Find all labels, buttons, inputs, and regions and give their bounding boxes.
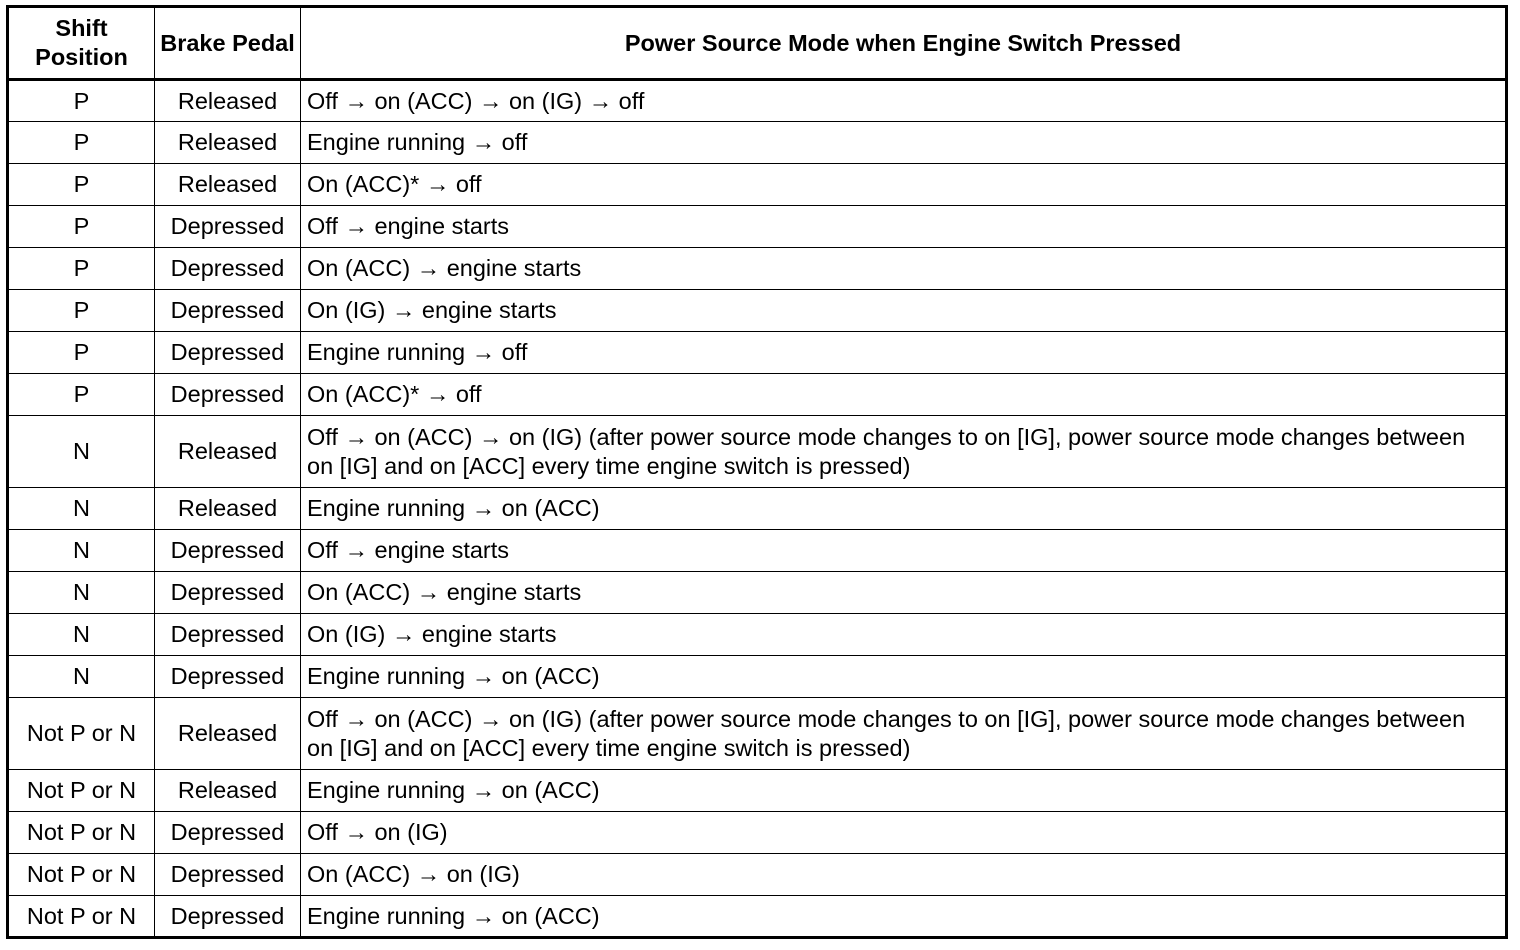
cell-shift-position: Not P or N: [8, 854, 155, 896]
cell-shift-position: Not P or N: [8, 896, 155, 938]
table-row: [8, 80, 1507, 122]
cell-shift-position: N: [8, 530, 155, 572]
cell-brake-pedal: Depressed: [155, 332, 301, 374]
cell-shift-position: Not P or N: [8, 812, 155, 854]
table-header: [8, 7, 1507, 80]
cell-brake-pedal: Released: [155, 416, 301, 488]
cell-power-source-mode: Off → engine starts: [301, 206, 1507, 248]
table-row: [8, 530, 1507, 572]
table-row: [8, 698, 1507, 770]
table-row: [8, 416, 1507, 488]
header-shift-position: Shift Position: [8, 7, 155, 80]
cell-brake-pedal: Depressed: [155, 854, 301, 896]
cell-power-source-mode: Engine running → off: [301, 122, 1507, 164]
table-row: [8, 656, 1507, 698]
cell-power-source-mode: On (ACC)* → off: [301, 164, 1507, 206]
cell-brake-pedal: Depressed: [155, 614, 301, 656]
table-row: [8, 248, 1507, 290]
cell-shift-position: N: [8, 614, 155, 656]
table-row: [8, 164, 1507, 206]
cell-power-source-mode: Engine running → off: [301, 332, 1507, 374]
cell-shift-position: N: [8, 488, 155, 530]
cell-power-source-mode: Engine running → on (ACC): [301, 488, 1507, 530]
cell-brake-pedal: Depressed: [155, 248, 301, 290]
cell-power-source-mode: On (ACC) → engine starts: [301, 572, 1507, 614]
cell-power-source-mode: On (ACC)* → off: [301, 374, 1507, 416]
cell-power-source-mode: Engine running → on (ACC): [301, 896, 1507, 938]
cell-brake-pedal: Depressed: [155, 290, 301, 332]
cell-brake-pedal: Depressed: [155, 374, 301, 416]
cell-power-source-mode: Engine running → on (ACC): [301, 656, 1507, 698]
cell-power-source-mode: Off → on (IG): [301, 812, 1507, 854]
cell-brake-pedal: Depressed: [155, 530, 301, 572]
table-body: [8, 80, 1507, 938]
cell-power-source-mode: Off → on (ACC) → on (IG) (after power source mode changes to on [IG], power source mode changes between on [IG] and on [ACC] every time engine switch is pressed): [301, 698, 1507, 770]
cell-shift-position: N: [8, 656, 155, 698]
cell-brake-pedal: Depressed: [155, 812, 301, 854]
cell-brake-pedal: Released: [155, 80, 301, 122]
cell-power-source-mode: Engine running → on (ACC): [301, 770, 1507, 812]
cell-brake-pedal: Depressed: [155, 572, 301, 614]
header-brake-pedal: Brake Pedal: [155, 7, 301, 80]
cell-shift-position: P: [8, 80, 155, 122]
cell-brake-pedal: Depressed: [155, 896, 301, 938]
table-row: [8, 896, 1507, 938]
cell-shift-position: Not P or N: [8, 770, 155, 812]
power-source-mode-table: [6, 5, 1508, 939]
table-row: [8, 290, 1507, 332]
header-power-source-mode: Power Source Mode when Engine Switch Pressed: [301, 7, 1507, 80]
cell-power-source-mode: On (ACC) → engine starts: [301, 248, 1507, 290]
cell-brake-pedal: Released: [155, 164, 301, 206]
cell-shift-position: N: [8, 416, 155, 488]
cell-brake-pedal: Depressed: [155, 656, 301, 698]
cell-power-source-mode: Off → engine starts: [301, 530, 1507, 572]
cell-power-source-mode: On (IG) → engine starts: [301, 614, 1507, 656]
cell-shift-position: Not P or N: [8, 698, 155, 770]
table-row: [8, 122, 1507, 164]
cell-shift-position: P: [8, 206, 155, 248]
cell-power-source-mode: On (ACC) → on (IG): [301, 854, 1507, 896]
cell-shift-position: P: [8, 122, 155, 164]
table-row: [8, 770, 1507, 812]
table-row: [8, 488, 1507, 530]
table-row: [8, 206, 1507, 248]
cell-shift-position: N: [8, 572, 155, 614]
cell-brake-pedal: Released: [155, 488, 301, 530]
cell-power-source-mode: Off → on (ACC) → on (IG) (after power source mode changes to on [IG], power source mode changes between on [IG] and on [ACC] every time engine switch is pressed): [301, 416, 1507, 488]
cell-power-source-mode: Off → on (ACC) → on (IG) → off: [301, 80, 1507, 122]
cell-power-source-mode: On (IG) → engine starts: [301, 290, 1507, 332]
cell-shift-position: P: [8, 164, 155, 206]
table-row: [8, 614, 1507, 656]
table-row: [8, 374, 1507, 416]
table-row: [8, 572, 1507, 614]
cell-brake-pedal: Released: [155, 122, 301, 164]
cell-brake-pedal: Released: [155, 698, 301, 770]
table-row: [8, 812, 1507, 854]
cell-brake-pedal: Released: [155, 770, 301, 812]
header-row: [8, 7, 1507, 80]
cell-shift-position: P: [8, 290, 155, 332]
cell-shift-position: P: [8, 332, 155, 374]
table-row: [8, 332, 1507, 374]
cell-shift-position: P: [8, 374, 155, 416]
cell-shift-position: P: [8, 248, 155, 290]
cell-brake-pedal: Depressed: [155, 206, 301, 248]
table-row: [8, 854, 1507, 896]
